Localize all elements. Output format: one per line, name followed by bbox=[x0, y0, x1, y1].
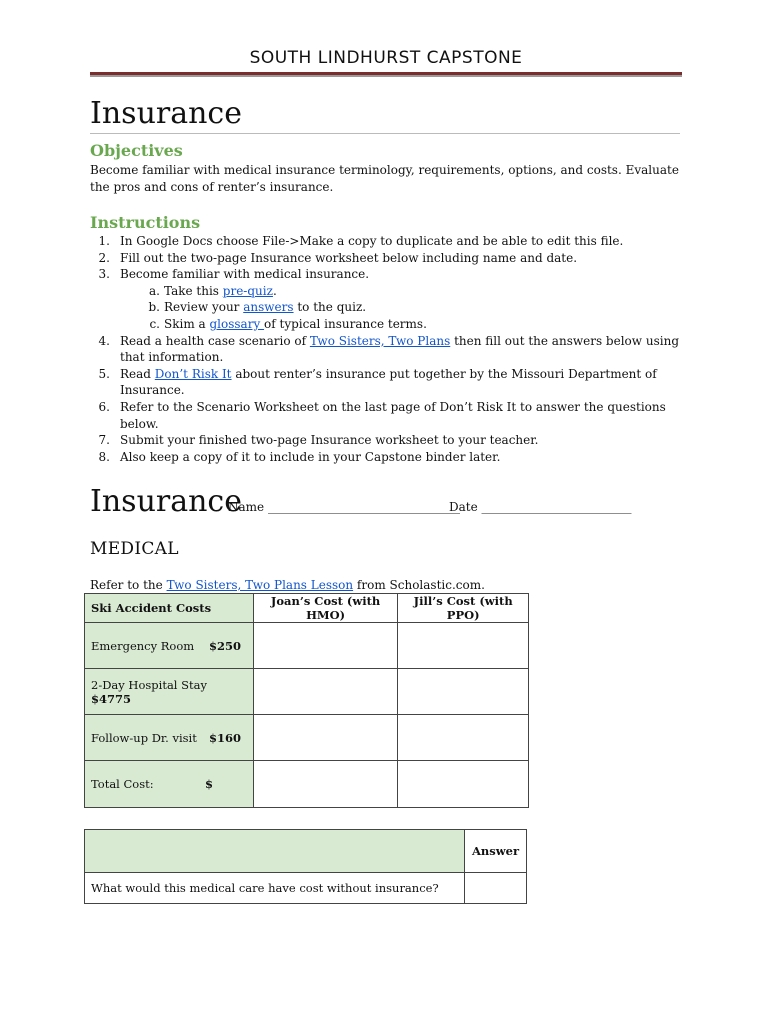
cost-amount: $250 bbox=[209, 638, 242, 653]
glossary-link[interactable]: glossary bbox=[209, 316, 265, 331]
list-text: Take this bbox=[164, 283, 223, 298]
list-item bbox=[90, 366, 690, 399]
list-text: of typical insurance terms. bbox=[264, 316, 427, 331]
hmo-total-input[interactable] bbox=[253, 761, 398, 808]
list-text: Review your bbox=[164, 300, 244, 315]
cost-amount: $4775 bbox=[91, 691, 132, 706]
name-field[interactable]: Name ________________________________ bbox=[228, 500, 460, 514]
list-text: Read a health case scenario of bbox=[120, 333, 310, 348]
hmo-cost-input[interactable] bbox=[253, 715, 398, 761]
two-sisters-lesson-link[interactable]: Two Sisters, Two Plans Lesson bbox=[166, 578, 354, 592]
list-number: 2. bbox=[98, 250, 110, 265]
cost-label: Total Cost: bbox=[91, 777, 154, 791]
answer-input[interactable] bbox=[465, 873, 527, 904]
instructions-list bbox=[90, 233, 690, 465]
cost-label-cell bbox=[85, 669, 254, 715]
answer-table bbox=[84, 829, 527, 904]
table-row bbox=[85, 669, 529, 715]
list-number: 3. bbox=[98, 267, 110, 282]
cost-label-cell bbox=[85, 715, 254, 761]
question-cell: What would this medical care have cost without insurance? bbox=[85, 873, 465, 904]
list-subitem bbox=[90, 283, 690, 300]
list-number: 4. bbox=[98, 333, 110, 348]
list-number: 5. bbox=[98, 366, 110, 381]
hmo-cost-input[interactable] bbox=[253, 669, 398, 715]
list-text-continued: below. bbox=[120, 416, 159, 431]
hmo-cost-input[interactable] bbox=[253, 623, 398, 669]
list-text: Skim a bbox=[164, 316, 210, 331]
list-letter: a. bbox=[149, 283, 160, 298]
list-item bbox=[90, 399, 690, 432]
list-text-continued: that information. bbox=[120, 350, 224, 365]
table-header-row bbox=[85, 830, 527, 873]
ppo-cost-input[interactable] bbox=[398, 623, 529, 669]
list-item bbox=[90, 250, 690, 267]
cost-label-cell bbox=[85, 761, 254, 808]
cost-amount: $160 bbox=[209, 730, 242, 745]
table-header-row bbox=[85, 594, 529, 623]
list-text: about renter’s insurance put together by the Missouri Department of bbox=[231, 366, 657, 381]
list-subitem bbox=[90, 299, 690, 316]
question-header-cell bbox=[85, 830, 465, 873]
ppo-cost-input[interactable] bbox=[398, 669, 529, 715]
refer-text: from Scholastic.com. bbox=[353, 578, 485, 592]
list-item bbox=[90, 333, 690, 366]
list-item bbox=[90, 266, 690, 283]
list-item bbox=[90, 432, 690, 449]
list-text: Also keep a copy of it to include in your Capstone binder later. bbox=[120, 449, 501, 464]
column-header: Jill’s Cost (with PPO) bbox=[398, 594, 529, 623]
list-text: In Google Docs choose File->Make a copy to duplicate and be able to edit this file. bbox=[120, 234, 624, 248]
list-item bbox=[90, 233, 690, 250]
list-text: then fill out the answers below using bbox=[450, 333, 679, 348]
objectives-line-1: Become familiar with medical insurance terminology, requirements, options, and costs. Evaluate bbox=[90, 163, 679, 177]
list-item bbox=[90, 449, 690, 466]
list-number: 8. bbox=[98, 449, 110, 464]
cost-amount: $ bbox=[205, 777, 214, 791]
ppo-total-input[interactable] bbox=[398, 761, 529, 808]
list-letter: c. bbox=[149, 316, 160, 331]
objectives-text bbox=[90, 162, 690, 196]
refer-line bbox=[90, 577, 485, 594]
answers-link[interactable]: answers bbox=[243, 300, 294, 315]
refer-text: Refer to the bbox=[90, 578, 167, 592]
date-field[interactable]: Date _________________________ bbox=[449, 500, 632, 514]
list-text: . bbox=[272, 283, 277, 298]
cost-label: Emergency Room bbox=[91, 638, 195, 653]
page-title: Insurance bbox=[90, 96, 242, 131]
objectives-line-2: the pros and cons of renter’s insurance. bbox=[90, 180, 334, 194]
list-subitem bbox=[90, 316, 690, 333]
list-number: 1. bbox=[98, 234, 110, 248]
list-text: Become familiar with medical insurance. bbox=[120, 267, 370, 282]
cost-label-cell bbox=[85, 623, 254, 669]
header-rule-shadow bbox=[90, 75, 682, 77]
running-header: SOUTH LINDHURST CAPSTONE bbox=[249, 48, 523, 68]
column-header: Joan’s Cost (with HMO) bbox=[253, 594, 398, 623]
table-row bbox=[85, 623, 529, 669]
worksheet-title: Insurance bbox=[90, 484, 242, 519]
objectives-heading: Objectives bbox=[90, 141, 183, 160]
list-text: Submit your finished two-page Insurance worksheet to your teacher. bbox=[120, 433, 539, 448]
list-number: 6. bbox=[98, 399, 110, 414]
list-text: Refer to the Scenario Worksheet on the last page of Don’t Risk It to answer the questions bbox=[120, 399, 666, 414]
instructions-heading: Instructions bbox=[90, 213, 201, 232]
two-sisters-link[interactable]: Two Sisters, Two Plans bbox=[309, 333, 451, 348]
cost-label: Follow-up Dr. visit bbox=[91, 730, 197, 745]
list-text: Read bbox=[120, 366, 155, 381]
title-underline bbox=[90, 133, 680, 134]
column-header: Ski Accident Costs bbox=[85, 594, 254, 623]
table-row bbox=[85, 761, 529, 808]
cost-label: 2-Day Hospital Stay bbox=[91, 677, 207, 692]
section-heading: MEDICAL bbox=[90, 539, 179, 559]
list-letter: b. bbox=[148, 300, 160, 315]
list-text-continued: Insurance. bbox=[120, 383, 185, 398]
table-row bbox=[85, 873, 527, 904]
answer-header: Answer bbox=[465, 830, 527, 873]
list-text: to the quiz. bbox=[293, 300, 367, 315]
cost-table bbox=[84, 593, 529, 808]
list-text: Fill out the two-page Insurance worksheet below including name and date. bbox=[120, 250, 578, 265]
list-number: 7. bbox=[98, 433, 110, 448]
dont-risk-it-link[interactable]: Don’t Risk It bbox=[154, 366, 232, 381]
ppo-cost-input[interactable] bbox=[398, 715, 529, 761]
pre-quiz-link[interactable]: pre-quiz bbox=[222, 283, 273, 298]
table-row bbox=[85, 715, 529, 761]
